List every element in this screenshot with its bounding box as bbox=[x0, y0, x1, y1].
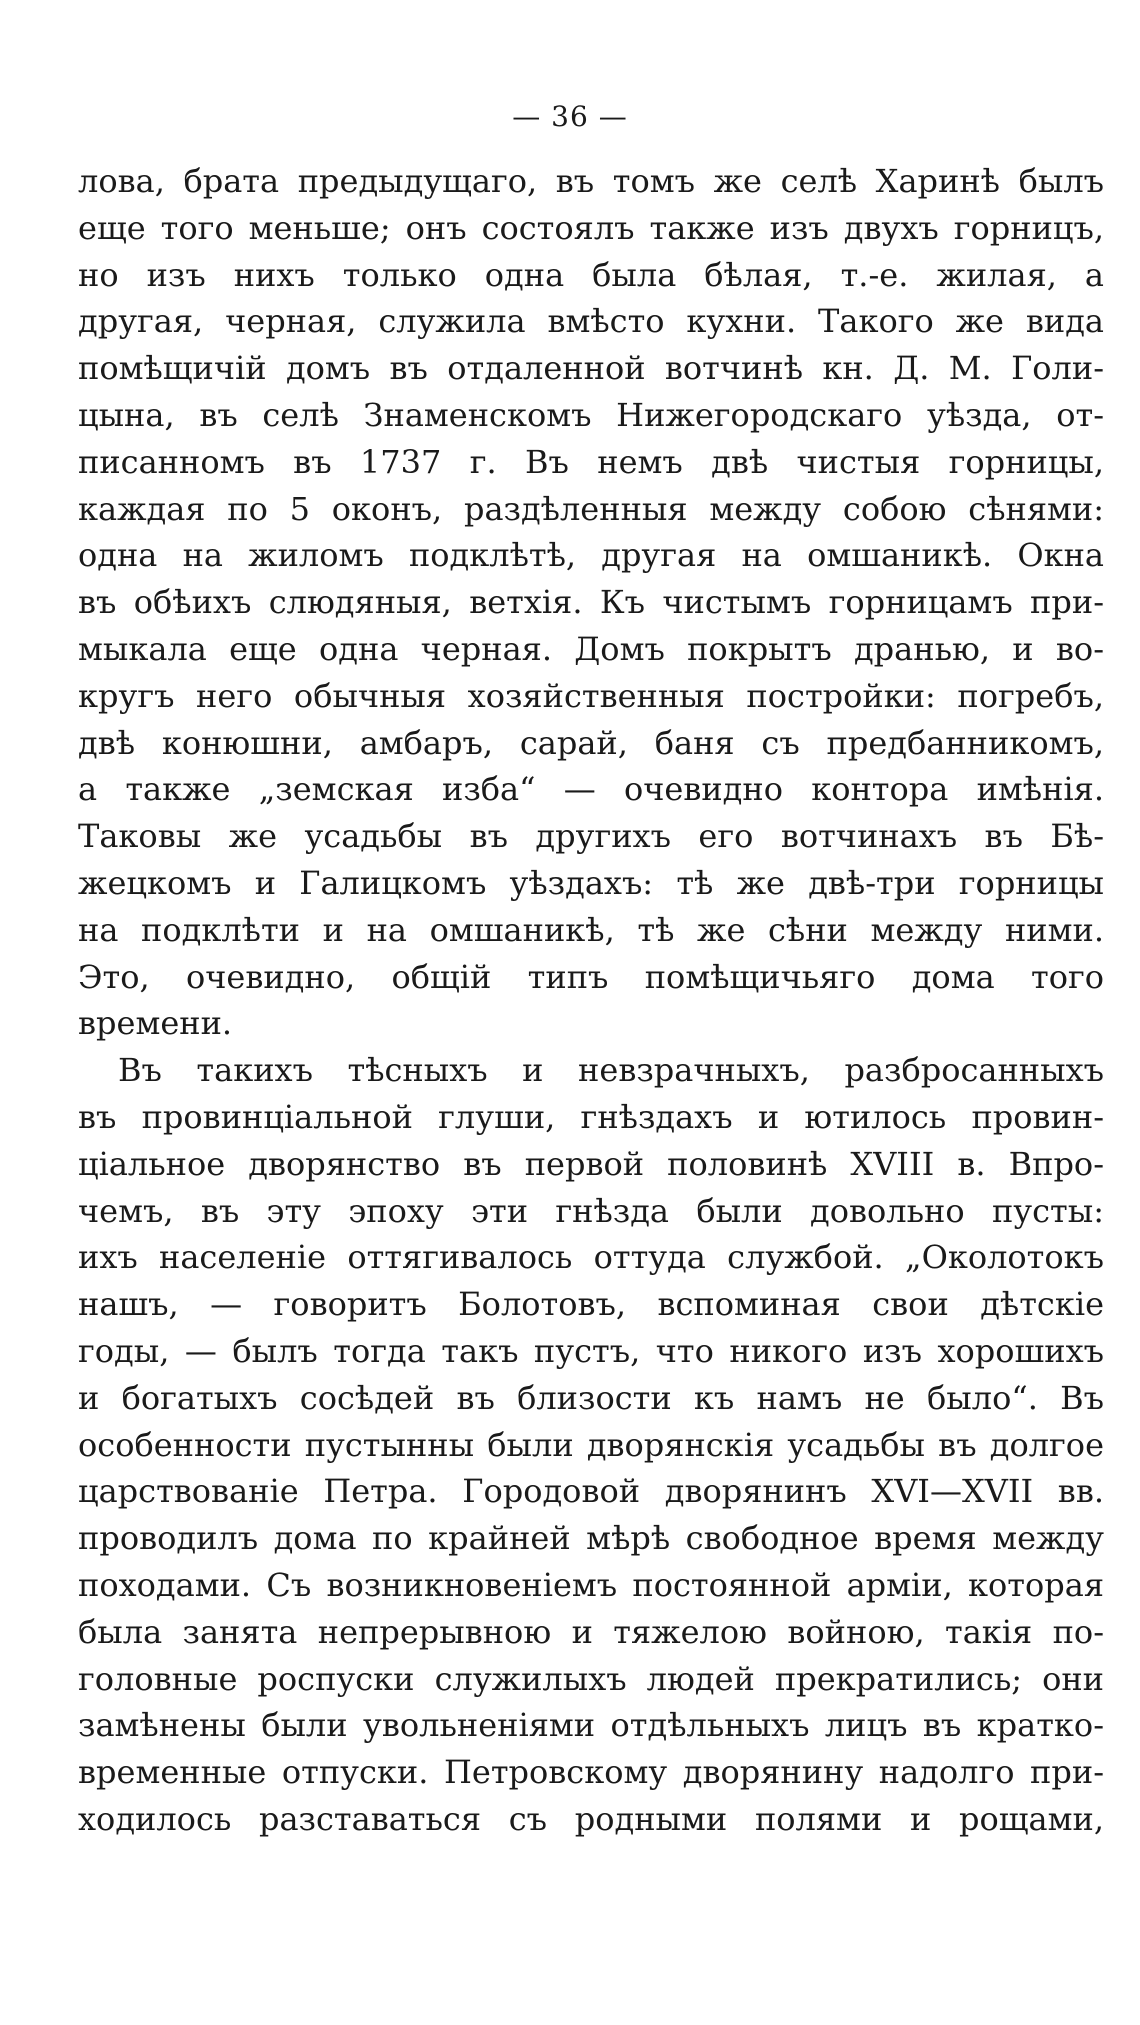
text-line: нашъ, — говоритъ Болотовъ, вспоминая свои дѣтскіе bbox=[78, 1285, 1104, 1324]
text-line: двѣ конюшни, амбаръ, сарай, баня съ предбанникомъ, bbox=[78, 723, 1104, 762]
text-line: и богатыхъ сосѣдей въ близости къ намъ не было“. Въ bbox=[78, 1378, 1104, 1417]
text-line: цына, въ селѣ Знаменскомъ Нижегородскаго уѣзда, от- bbox=[78, 395, 1104, 434]
text-line: въ провинціальной глуши, гнѣздахъ и ютилось провин- bbox=[78, 1097, 1104, 1136]
text-line: была занята непрерывною и тяжелою войною, такія по- bbox=[78, 1612, 1104, 1651]
text-line: чемъ, въ эту эпоху эти гнѣзда были довольно пусты: bbox=[78, 1191, 1104, 1230]
text-line: особенности пустынны были дворянскія усадьбы въ долгое bbox=[78, 1425, 1104, 1464]
text-line: одна на жиломъ подклѣтѣ, другая на омшаникѣ. Окна bbox=[78, 536, 1104, 575]
text-line: царствованіе Петра. Городовой дворянинъ XVI—XVII вв. bbox=[78, 1472, 1104, 1511]
text-line: еще того меньше; онъ состоялъ также изъ двухъ горницъ, bbox=[78, 208, 1104, 247]
text-line: писанномъ въ 1737 г. Въ немъ двѣ чистыя горницы, bbox=[78, 442, 1104, 481]
text-line: времени. bbox=[78, 1004, 233, 1043]
text-line: ходилось разставаться съ родными полями и рощами, bbox=[78, 1799, 1104, 1838]
text-line: головные роспуски служилыхъ людей прекратились; они bbox=[78, 1659, 1104, 1698]
text-line: на подклѣти и на омшаникѣ, тѣ же сѣни между ними. bbox=[78, 910, 1104, 949]
text-line: лова, брата предыдущаго, въ томъ же селѣ Харинѣ былъ bbox=[78, 162, 1104, 200]
text-line: Таковы же усадьбы въ другихъ его вотчинахъ въ Бѣ- bbox=[78, 817, 1104, 856]
paragraph-2 bbox=[78, 1047, 1104, 1843]
text-line: замѣнены были увольненіями отдѣльныхъ лицъ въ кратко- bbox=[78, 1706, 1104, 1745]
text-line: другая, черная, служила вмѣсто кухни. Такого же вида bbox=[78, 302, 1104, 341]
text-line: ихъ населеніе оттягивалось оттуда службой. „Околотокъ bbox=[78, 1238, 1104, 1277]
text-line: Это, очевидно, общій типъ помѣщичьяго дома того bbox=[78, 957, 1104, 996]
text-line: проводилъ дома по крайней мѣрѣ свободное время между bbox=[78, 1519, 1104, 1558]
text-line: каждая по 5 оконъ, раздѣленныя между собою сѣнями: bbox=[78, 489, 1104, 528]
text-line: ціальное дворянство въ первой половинѣ XVIII в. Впро- bbox=[78, 1144, 1104, 1183]
text-line: годы, — былъ тогда такъ пустъ, что никого изъ хорошихъ bbox=[78, 1331, 1104, 1370]
text-line: въ обѣихъ слюдяныя, ветхія. Къ чистымъ горницамъ при- bbox=[78, 583, 1104, 622]
text-line: помѣщичій домъ въ отдаленной вотчинѣ кн. Д. М. Голи- bbox=[78, 349, 1104, 388]
text-line: но изъ нихъ только одна была бѣлая, т.-е. жилая, а bbox=[78, 255, 1104, 294]
text-line: кругъ него обычныя хозяйственныя постройки: погребъ, bbox=[78, 676, 1104, 715]
text-line: а также „земская изба“ — очевидно контора имѣнія. bbox=[78, 770, 1104, 809]
text-line: жецкомъ и Галицкомъ уѣздахъ: тѣ же двѣ-три горницы bbox=[78, 863, 1104, 902]
paragraph-1 bbox=[78, 158, 1104, 1047]
text-line: мыкала еще одна черная. Домъ покрытъ дранью, и во- bbox=[78, 629, 1104, 668]
page-number: — 36 — bbox=[512, 100, 628, 133]
text-line: временные отпуски. Петровскому дворянину надолго при- bbox=[78, 1753, 1104, 1792]
text-line: Въ такихъ тѣсныхъ и невзрачныхъ, разбросанныхъ bbox=[118, 1051, 1104, 1090]
body-text bbox=[78, 158, 1104, 1843]
text-line: походами. Съ возникновеніемъ постоянной арміи, которая bbox=[78, 1565, 1104, 1604]
